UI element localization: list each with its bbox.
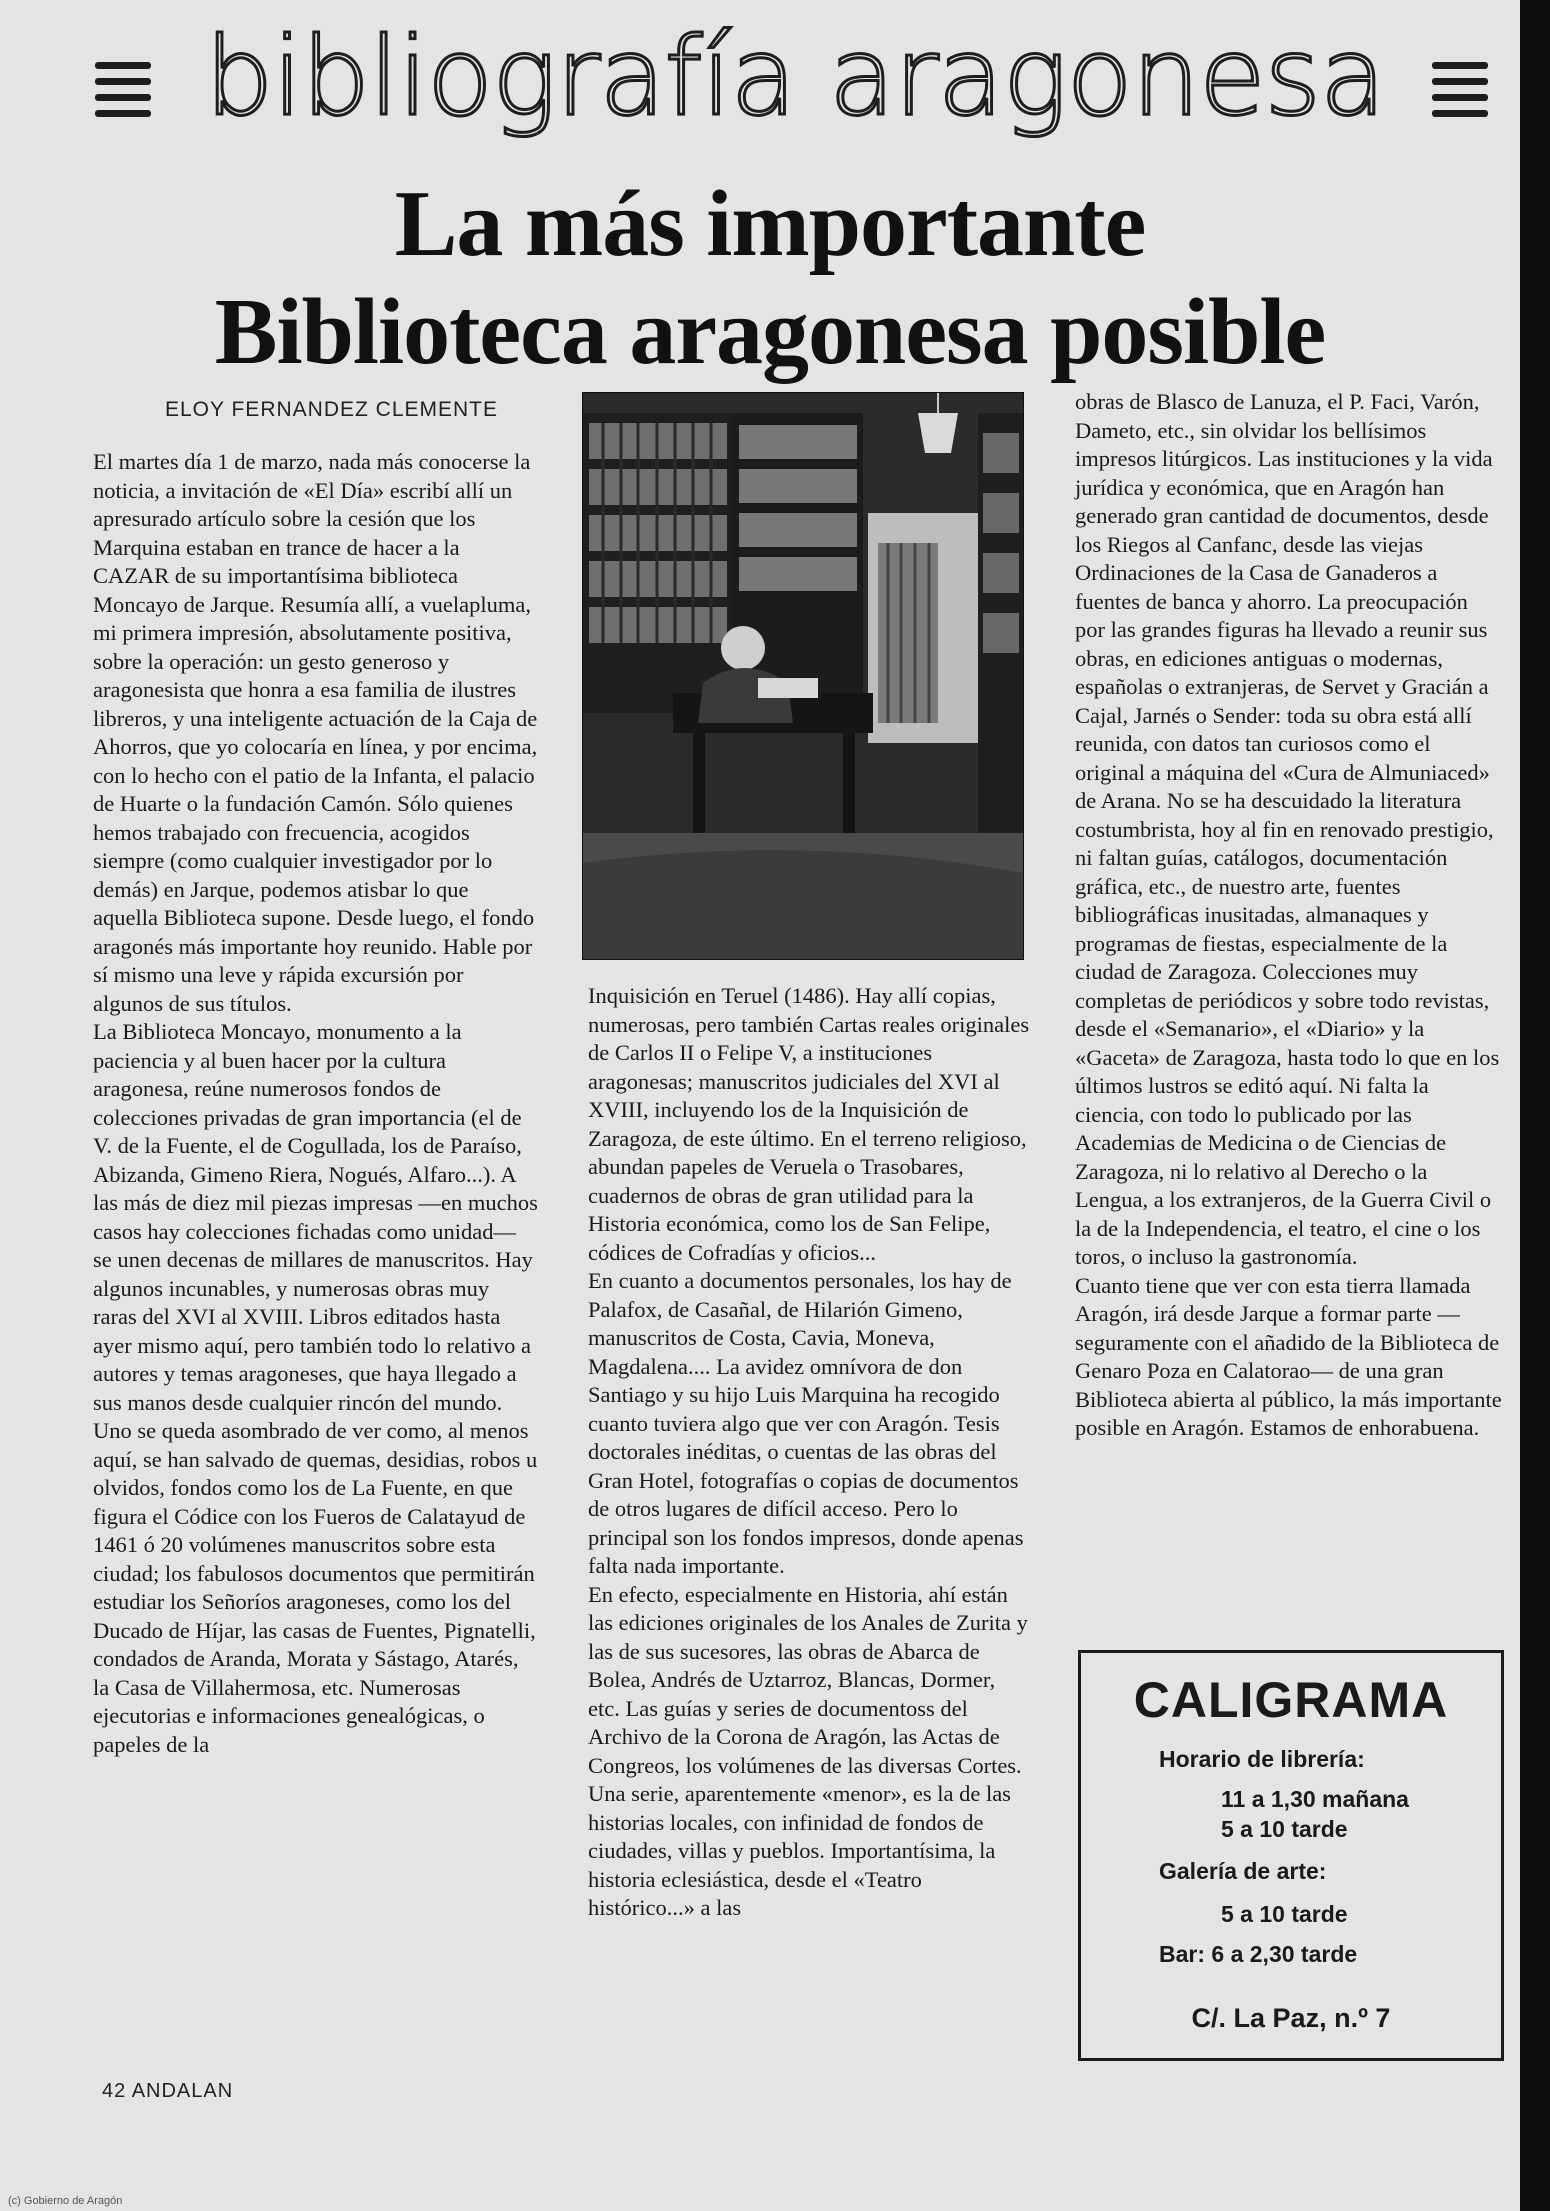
paragraph: Inquisición en Teruel (1486). Hay allí copias, numerosas, pero también Cartas reales originales de Carlos II o Felipe V, a instituciones aragonesas; manuscritos judiciales del XVI al XVIII, incluyendo los de la Inquisición de Zaragoza, de este último. En el terreno religioso, abundan papeles de Veruela o Trasobares, cuadernos de obras de gran utilidad para la Historia económica, como los de San Felipe, códices de Cofradías y oficios... — [588, 983, 1030, 1265]
ad-hours-morning: 11 a 1,30 mañana — [1221, 1786, 1409, 1812]
ad-hours-label: Horario de librería: — [1159, 1746, 1365, 1772]
paragraph: El martes día 1 de marzo, nada más conocerse la noticia, a invitación de «El Día» escribí allí un apresurado artículo sobre la cesión que los Marquina estaban en trance de hacer a la CAZAR de su importantísima biblioteca Moncayo de Jarque. Resumía allí, a vuelapluma, mi primera impresión, absolutamente positiva, sobre la operación: un gesto generoso y aragonesista que honra a esa familia de ilustres libreros, y una inteligente actuación de la Caja de Ahorros, que yo colocaría en línea, y por encima, con lo hecho con el patio de la Infanta, el palacio de Huarte o la fundación Camón. Sólo quienes hemos trabajado con frecuencia, acogidos siempre (como cualquier investigador por lo demás) en Jarque, podemos atisbar lo que aquella Biblioteca supone. Desde luego, el fondo aragonés más importante hoy reunido. Hable por sí mismo una leve y rápida excursión por algunos de sus títulos. — [93, 449, 538, 1016]
ad-brand: CALIGRAMA — [1133, 1672, 1449, 1728]
scan-edge — [1520, 0, 1550, 2211]
ad-gallery-label: Galería de arte: — [1159, 1858, 1327, 1884]
article-column-3 — [1075, 388, 1502, 1443]
headline — [120, 170, 1420, 386]
library-photo — [582, 392, 1024, 960]
ad-address: C/. La Paz, n.º 7 — [1191, 2003, 1391, 2033]
archive-watermark: (c) Gobierno de Aragón — [8, 2195, 123, 2207]
paragraph: Cuanto tiene que ver con esta tierra llamada Aragón, irá desde Jarque a formar parte —seguramente con el añadido de la Biblioteca de Genaro Poza en Calatorao— de una gran Biblioteca abierta al público, la más importante posible en Aragón. Estamos de enhorabuena. — [1075, 1272, 1502, 1440]
paragraph: En cuanto a documentos personales, los hay de Palafox, de Casañal, de Hilarión Gimeno, manuscritos de Costa, Cavia, Moneva, Magdalena.... La avidez omnívora de don Santiago y su hijo Luis Marquina ha recogido cuanto tuviera algo que ver con Aragón. Tesis doctorales inéditas, o cuentas de las obras del Gran Hotel, fotografías o copias de documentos de otros lugares de difícil acceso. Pero lo principal son los fondos impresos, donde apenas falta nada importante. — [588, 1268, 1024, 1578]
paragraph: La Biblioteca Moncayo, monumento a la paciencia y al buen hacer por la cultura aragonesa, reúne numerosos fondos de colecciones privadas de gran importancia (el de V. de la Fuente, el de Cogullada, los de Paraíso, Abizanda, Gimeno Riera, Nogués, Alfaro...). A las más de diez mil piezas impresas —en muchos casos hay colecciones fichadas como unidad— se unen decenas de millares de manuscritos. Hay algunos incunables, y numerosas obras muy raras del XVI al XVIII. Libros editados hasta ayer mismo aquí, pero también todo lo relativo a autores y temas aragoneses, que haya llegado a sus manos desde cualquier rincón del mundo. — [93, 1019, 538, 1415]
paragraph: En efecto, especialmente en Historia, ahí están las ediciones originales de los Anales de Zurita y las de sus sucesores, las obras de Abarca de Bolea, Andrés de Uztarroz, Blancas, Dormer, etc. Las guías y series de documentoss del Archivo de la Corona de Aragón, las Actas de Congreos, los volúmenes de las diversas Cortes. Una serie, aparentemente «menor», es la de las historias locales, con infinidad de fondos de ciudades, villas y pueblos. Importantísima, la historia eclesiástica, desde el «Teatro histórico...» a las — [588, 1581, 1028, 1920]
paragraph: obras de Blasco de Lanuza, el P. Faci, Varón, Dameto, etc., sin olvidar los bellísimos impresos litúrgicos. Las instituciones y la vida jurídica y económica, que en Aragón han generado gran cantidad de documentos, desde los Riegos al Canfanc, desde las viejas Ordinaciones de la Casa de Ganaderos a fuentes de banca y ahorro. La preocupación por las grandes figuras ha llevado a reunir sus obras, en ediciones antiguas o modernas, españolas o extranjeras, de Servet y Gracián a Cajal, Jarnés o Sender: toda su obra está allí reunida, con datos tan curiosos como el original a máquina del «Cura de Almuniaced» de Arana. No se ha descuidado la literatura costumbrista, hoy al fin en renovado prestigio, ni faltan guías, catálogos, documentación gráfica, etc., de nuestro arte, fuentes bibliográficas inusitadas, almanaques y programas de fiestas, especialmente de la ciudad de Zaragoza. Colecciones muy completas de periódicos y sobre todo revistas, desde el «Semanario», el «Diario» y la «Gaceta» de Zaragoza, hasta todo lo que en los últimos lustros se editó aquí. Ni falta la ciencia, con todo lo publicado por las Academias de Medicina o de Ciencias de Zaragoza, ni lo relativo al Derecho o la Lengua, a los extranjeros, de la Guerra Civil o la de la Independencia, el teatro, el cine o los toros, o incluso la gastronomía. — [1075, 389, 1500, 1269]
decorative-bars-right — [1432, 62, 1488, 126]
paragraph: Uno se queda asombrado de ver como, al menos aquí, se han salvado de quemas, desidias, robos u olvidos, fondos como los de La Fuente, en que figura el Códice con los Fueros de Calatayud de 1461 ó 20 volúmenes manuscritos sobre esta ciudad; los fabulosos documentos que permitirán estudiar los Señoríos aragoneses, como los del Ducado de Híjar, las casas de Fuentes, Pignatelli, condados de Aranda, Morata y Sástago, Atarés, la Casa de Villahermosa, etc. Numerosas ejecutorias e informaciones genealógicas, o papeles de la — [93, 1418, 538, 1757]
ad-bar-hours: Bar: 6 a 2,30 tarde — [1159, 1941, 1358, 1967]
article-column-1 — [93, 448, 538, 1759]
ad-gallery-hours: 5 a 10 tarde — [1221, 1901, 1348, 1927]
decorative-bars-left — [95, 62, 151, 126]
headline-line-1: La más importante — [394, 172, 1146, 276]
headline-line-2: Biblioteca aragonesa posible — [214, 280, 1326, 384]
library-photo-illustration — [583, 393, 1023, 959]
page-folio: 42 ANDALAN — [102, 2080, 234, 2102]
section-title: bibliografía aragonesa — [204, 15, 1386, 140]
caligrama-advertisement — [1078, 1650, 1504, 2061]
ad-hours-afternoon: 5 a 10 tarde — [1221, 1816, 1348, 1842]
article-column-2 — [588, 982, 1031, 1923]
byline: ELOY FERNANDEZ CLEMENTE — [165, 398, 499, 421]
